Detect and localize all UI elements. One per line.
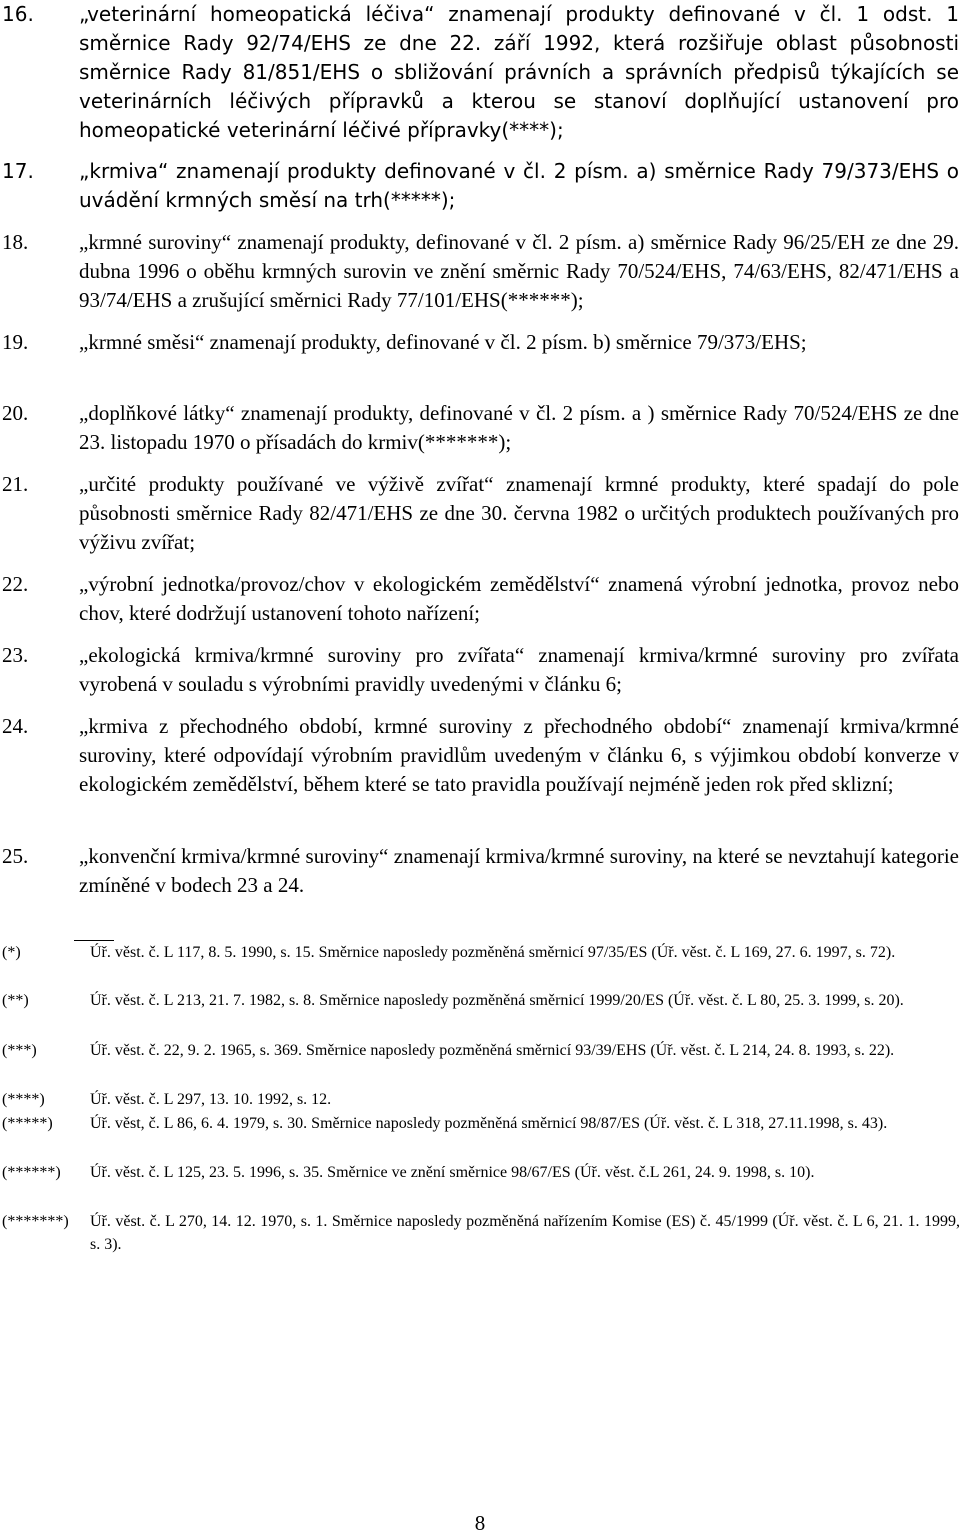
footnote-text: Úř. věst. č. 22, 9. 2. 1965, s. 369. Směrnice naposledy pozměněná směrnicí 93/39/EHS (Úř. věst. č. L 214, 24. 8. 1993, s. 22). [90,1042,895,1059]
item-text: „doplňkové látky“ znamenají produkty, definované v čl. 2 písm. a ) směrnice Rady 70/524/EHS ze dne 23. listopadu 1970 o přísadách do krmiv(*******); [79,401,959,454]
footnote-mark: (****) [2,1091,45,1108]
footnote-mark: (*****) [2,1115,53,1132]
footnote-text: Úř. věst. č. L 117, 8. 5. 1990, s. 15. Směrnice naposledy pozměněná směrnicí 97/35/ES (Úř. věst. č. L 169, 27. 6. 1997, s. 72). [90,944,896,961]
item-number: 24. [2,714,29,738]
item-text: „krmiva“ znamenají produkty definované v čl. 2 písm. a) směrnice Rady 79/373/EHS o uvádění krmných směsí na trh(*****); [79,159,959,212]
footnote-mark: (******) [2,1164,61,1181]
item-text: „veterinární homeopatická léčiva“ znamenají produkty definované v čl. 1 odst. 1 směrnice Rady 92/74/EHS ze dne 22. září 1992, která rozšiřuje oblast působnosti směrnice Rady 81/851/EHS o sbližování právních a správních předpisů týkajících se veterinárních léčivých přípravků a kterou se stanoví doplňující ustanovení pro homeopatické veterinární léčivé přípravky(****); [79,2,959,142]
footnote-mark: (*) [2,944,21,961]
item-number: 23. [2,643,29,667]
footnote-mark: (*******) [2,1213,69,1230]
item-text: „výrobní jednotka/provoz/chov v ekologickém zemědělství“ znamená výrobní jednotka, provoz nebo chov, které dodržují ustanovení tohoto nařízení; [79,572,959,625]
footnote-text: Úř. věst. č. L 125, 23. 5. 1996, s. 35. Směrnice ve znění směrnice 98/67/ES (Úř. věst. č.L 261, 24. 9. 1998, s. 10). [90,1164,815,1181]
item-text: „krmné směsi“ znamenají produkty, definované v čl. 2 písm. b) směrnice 79/373/EHS; [79,330,807,354]
item-text: „určité produkty používané ve výživě zvířat“ znamenají krmné produkty, které spadají do pole působnosti směrnice Rady 82/471/EHS ze dne 30. června 1982 o určitých produktech používaných pro výživu zvířat; [79,472,959,554]
item-number: 17. [2,159,34,183]
item-text: „krmiva z přechodného období, krmné suroviny z přechodného období“ znamenají krmiva/krmné suroviny, které odpovídají výrobním pravidlům uvedeným v článku 6, s výjimkou období konverze v ekologickém zemědělství, během které se tato pravidla používají nejméně jeden rok před sklizní; [79,714,959,796]
page-number: 8 [474,1511,486,1535]
item-number: 22. [2,572,29,596]
footnote-text: Úř. věst. č. L 297, 13. 10. 1992, s. 12. [90,1091,332,1108]
footnote-mark: (**) [2,992,29,1009]
item-number: 25. [2,844,29,868]
footnote-text: Úř. věst, č. L 86, 6. 4. 1979, s. 30. Směrnice naposledy pozměněná směrnicí 98/87/ES (Úř. věst. č. L 318, 27.11.1998, s. 43). [90,1115,888,1132]
item-number: 18. [2,230,29,254]
item-text: „ekologická krmiva/krmné suroviny pro zvířata“ znamenají krmiva/krmné suroviny pro zvířata vyrobená v souladu s výrobními pravidly uvedenými v článku 6; [79,643,959,696]
footnote-text: Úř. věst. č. L 270, 14. 12. 1970, s. 1. Směrnice naposledy pozměněná nařízením Komise (ES) č. 45/1999 (Úř. věst. č. L 6, 21. 1. 1999, s. 3). [90,1213,960,1253]
footnote-text: Úř. věst. č. L 213, 21. 7. 1982, s. 8. Směrnice naposledy pozměněná směrnicí 1999/20/ES (Úř. věst. č. L 80, 25. 3. 1999, s. 20). [90,992,904,1009]
item-number: 20. [2,401,29,425]
item-text: „konvenční krmiva/krmné suroviny“ znamenají krmiva/krmné suroviny, na které se nevztahují kategorie zmíněné v bodech 23 a 24. [79,844,959,897]
item-text: „krmné suroviny“ znamenají produkty, definované v čl. 2 písm. a) směrnice Rady 96/25/EH ze dne 29. dubna 1996 o oběhu krmných surovin ve znění směrnic Rady 70/524/EHS, 74/63/EHS, 82/471/EHS a 93/74/EHS a zrušující směrnici Rady 77/101/EHS(******); [79,230,959,312]
item-number: 21. [2,472,29,496]
footnote-mark: (***) [2,1042,37,1059]
item-number: 19. [2,330,29,354]
item-number: 16. [2,2,34,26]
